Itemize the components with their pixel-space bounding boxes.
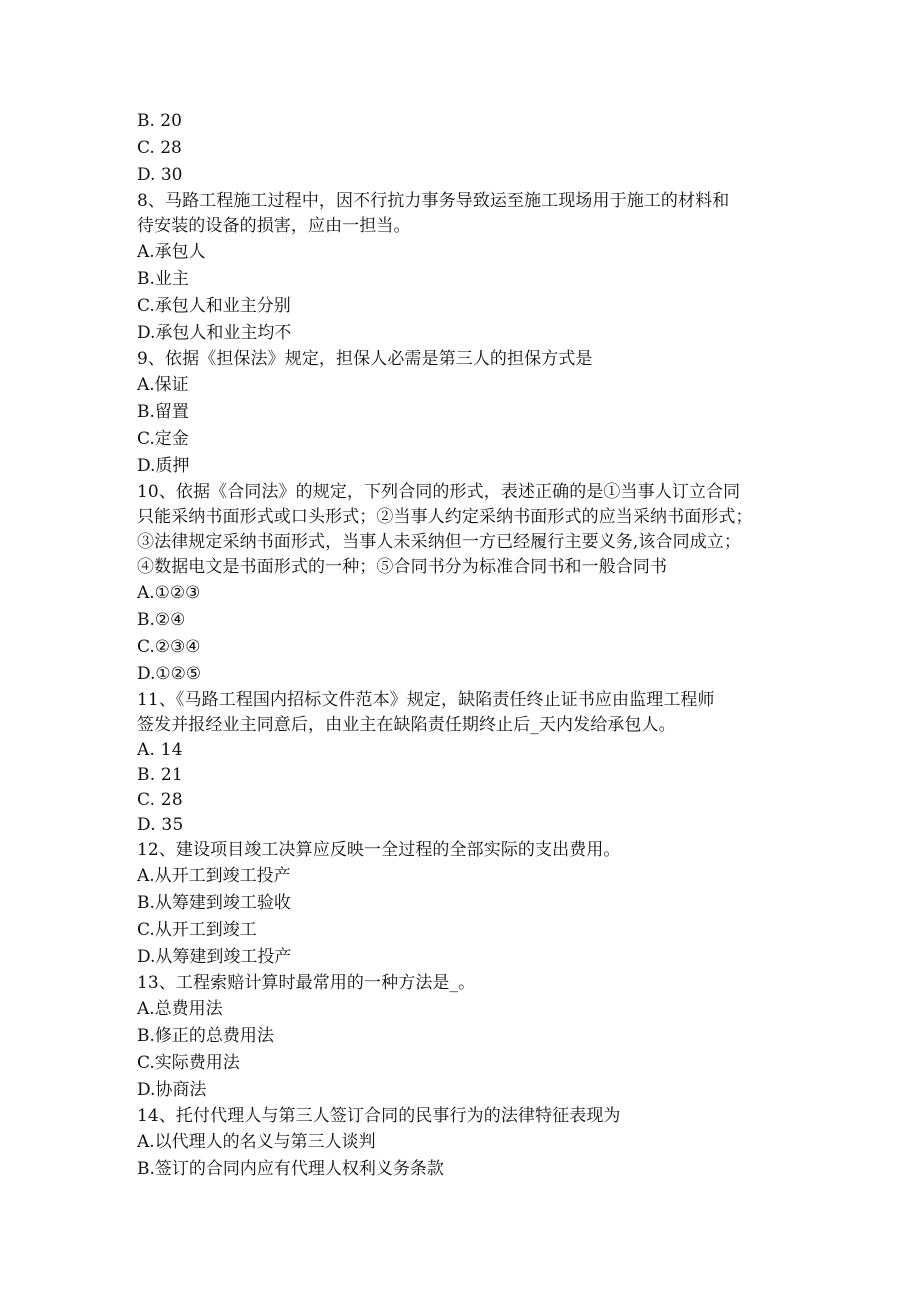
option-label: D.承包人和业主均不 — [137, 323, 292, 343]
option-label: C.从开工到竣工 — [137, 920, 257, 940]
answer-option — [137, 890, 797, 917]
question-text — [137, 1104, 797, 1129]
answer-option — [137, 917, 797, 944]
question-line: ④数据电文是书面形式的一种；⑤合同书分为标准合同书和一般合同书 — [137, 557, 668, 577]
option-label: B. 20 — [137, 111, 182, 131]
question-text — [137, 480, 797, 580]
answer-option — [137, 162, 797, 189]
answer-option — [137, 661, 797, 688]
answer-option — [137, 372, 797, 399]
question-line: 待安装的设备的损害，应由一担当。 — [137, 216, 411, 236]
answer-option — [137, 293, 797, 320]
question-line: 13、工程索赔计算时最常用的一种方法是_。 — [137, 973, 476, 993]
answer-option — [137, 863, 797, 890]
answer-option — [137, 1129, 797, 1156]
option-label: C.承包人和业主分别 — [137, 296, 291, 316]
answer-option — [137, 453, 797, 480]
option-label: B.留置 — [137, 402, 189, 422]
option-label: A.以代理人的名义与第三人谈判 — [137, 1132, 376, 1152]
option-label: B.签订的合同内应有代理人权利义务条款 — [137, 1159, 444, 1179]
question-text — [137, 838, 797, 863]
option-label: A. 14 — [137, 740, 183, 760]
question-line: 只能采纳书面形式或口头形式；②当事人约定采纳书面形式的应当采纳书面形式； — [137, 507, 753, 527]
answer-option — [137, 813, 797, 838]
question-line: ③法律规定采纳书面形式，当事人未采纳但一方已经履行主要义务,该合同成立； — [137, 532, 742, 552]
answer-option — [137, 135, 797, 162]
question-line: 12、建设项目竣工决算应反映一全过程的全部实际的支出费用。 — [137, 840, 621, 860]
option-label: C.实际费用法 — [137, 1053, 240, 1073]
answer-option — [137, 634, 797, 661]
question-line: 8、马路工程施工过程中，因不行抗力事务导致运至施工现场用于施工的材料和 — [137, 191, 730, 211]
option-label: D. 30 — [137, 165, 183, 185]
option-label: D.①②⑤ — [137, 664, 202, 684]
answer-option — [137, 1077, 797, 1104]
question-line: 11、《马路工程国内招标文件范本》规定，缺陷责任终止证书应由监理工程师 — [137, 690, 715, 710]
option-label: C.②③④ — [137, 637, 201, 657]
option-label: A.承包人 — [137, 242, 206, 262]
option-label: A.从开工到竣工投产 — [137, 866, 291, 886]
option-label: B.业主 — [137, 269, 189, 289]
option-label: B.②④ — [137, 610, 186, 630]
option-label: C. 28 — [137, 138, 182, 158]
question-line: 签发并报经业主同意后，由业主在缺陷责任期终止后_天内发给承包人。 — [137, 715, 676, 735]
question-text — [137, 688, 797, 738]
answer-option — [137, 944, 797, 971]
question-text — [137, 971, 797, 996]
option-label: D.协商法 — [137, 1080, 207, 1100]
answer-option — [137, 1156, 797, 1183]
answer-option — [137, 320, 797, 347]
answer-option — [137, 1050, 797, 1077]
answer-option — [137, 738, 797, 763]
answer-option — [137, 996, 797, 1023]
answer-option — [137, 580, 797, 607]
answer-option — [137, 108, 797, 135]
question-text — [137, 347, 797, 372]
option-label: C.定金 — [137, 429, 189, 449]
option-label: D.从筹建到竣工投产 — [137, 947, 292, 967]
question-list — [137, 108, 797, 1183]
option-label: A.①②③ — [137, 583, 201, 603]
option-label: D.质押 — [137, 456, 190, 476]
answer-option — [137, 788, 797, 813]
answer-option — [137, 426, 797, 453]
question-line: 10、依据《合同法》的规定，下列合同的形式，表述正确的是①当事人订立合同 — [137, 482, 741, 502]
option-label: D. 35 — [137, 815, 184, 835]
question-line: 9、依据《担保法》规定，担保人必需是第三人的担保方式是 — [137, 349, 593, 369]
option-label: B.从筹建到竣工验收 — [137, 893, 291, 913]
answer-option — [137, 607, 797, 634]
option-label: A.总费用法 — [137, 999, 223, 1019]
answer-option — [137, 1023, 797, 1050]
question-text — [137, 189, 797, 239]
answer-option — [137, 266, 797, 293]
option-label: B. 21 — [137, 765, 183, 785]
option-label: C. 28 — [137, 790, 183, 810]
question-line: 14、托付代理人与第三人签订合同的民事行为的法律特征表现为 — [137, 1106, 621, 1126]
answer-option — [137, 399, 797, 426]
option-label: B.修正的总费用法 — [137, 1026, 274, 1046]
option-label: A.保证 — [137, 375, 189, 395]
answer-option — [137, 763, 797, 788]
answer-option — [137, 239, 797, 266]
